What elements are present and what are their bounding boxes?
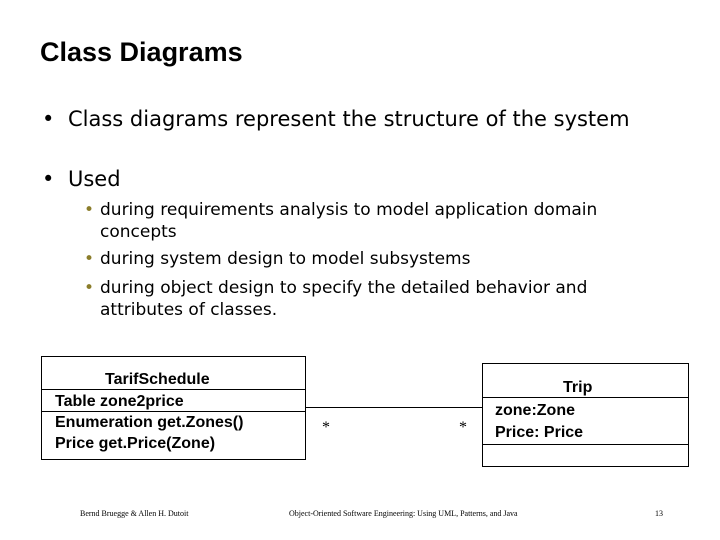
bullet-item	[42, 107, 668, 131]
tarif-schedule-operation: Price get.Price(Zone)	[55, 435, 216, 452]
class-divider	[42, 389, 305, 390]
sub-bullet-text: during object design to specify the detailed behavior and attributes of classes.	[100, 278, 588, 320]
tarif-schedule-attribute: Table zone2price	[55, 393, 184, 410]
association-line	[305, 407, 482, 408]
page-number: 13	[655, 509, 663, 518]
trip-attribute: zone:Zone	[495, 402, 575, 419]
trip-attribute: Price: Price	[495, 424, 584, 441]
sub-bullet-dot: •	[84, 278, 95, 298]
class-divider	[483, 444, 688, 445]
bullet-text: Used	[68, 167, 121, 191]
sub-bullet-item	[84, 277, 660, 321]
sub-bullet-item	[84, 248, 660, 270]
multiplicity-right: *	[459, 419, 467, 436]
multiplicity-left: *	[322, 419, 330, 436]
class-divider	[42, 411, 305, 412]
tarif-schedule-name: TarifSchedule	[105, 371, 210, 388]
tarif-schedule-class	[41, 356, 306, 460]
tarif-schedule-operation: Enumeration get.Zones()	[55, 414, 244, 431]
bullet-text: Class diagrams represent the structure of the system	[68, 107, 630, 131]
footer-authors: Bernd Bruegge & Allen H. Dutoit	[80, 509, 189, 518]
sub-bullet-text: during system design to model subsystems	[100, 249, 471, 269]
footer-book-title: Object-Oriented Software Engineering: Using UML, Patterns, and Java	[289, 509, 518, 518]
class-divider	[483, 397, 688, 398]
bullet-dot: •	[42, 107, 55, 131]
bullet-item	[42, 167, 668, 191]
sub-bullet-text: during requirements analysis to model application domain concepts	[100, 200, 598, 242]
trip-class	[482, 363, 689, 467]
bullet-dot: •	[42, 167, 55, 191]
sub-bullet-dot: •	[84, 200, 95, 220]
sub-bullet-item	[84, 199, 660, 243]
trip-name: Trip	[563, 379, 593, 396]
sub-bullet-dot: •	[84, 249, 95, 269]
slide-title: Class Diagrams	[40, 37, 243, 67]
